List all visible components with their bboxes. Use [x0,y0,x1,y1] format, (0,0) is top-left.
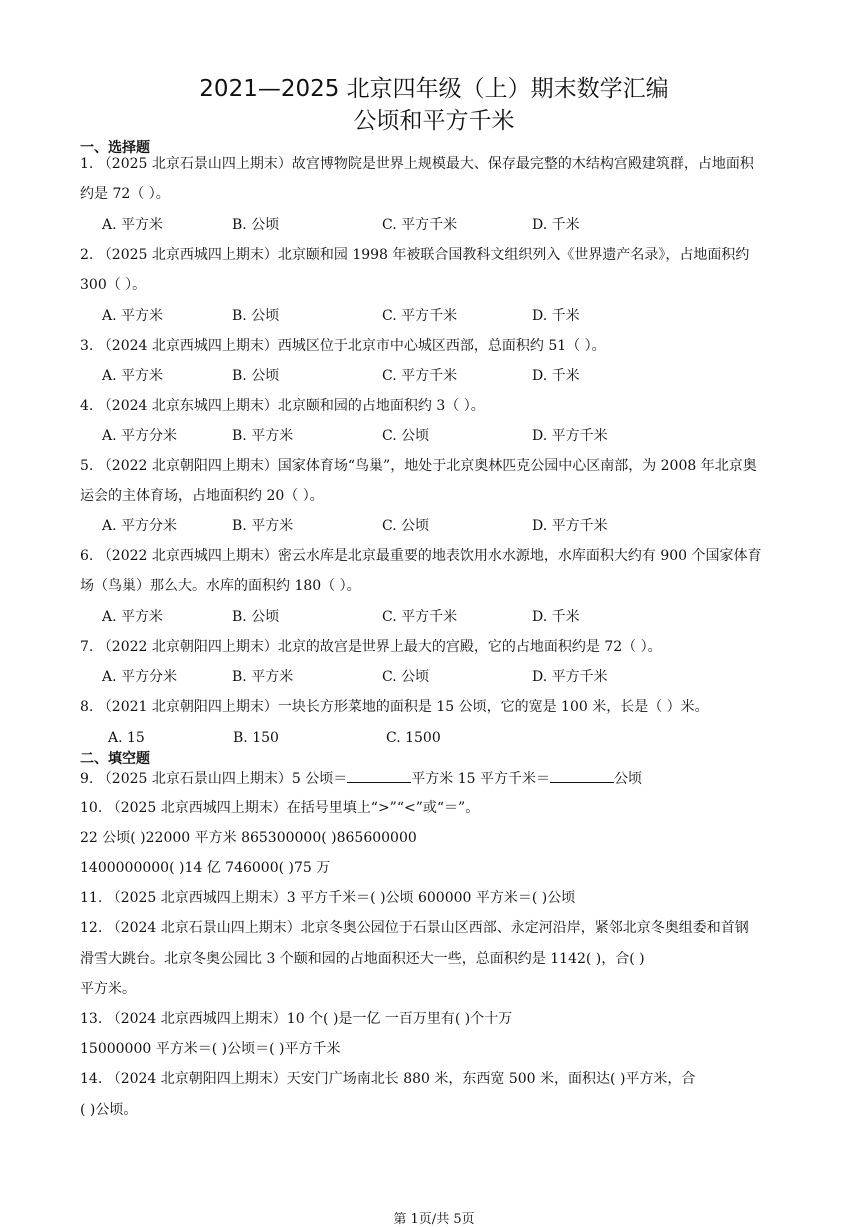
question-4-text: 4. （2024 北京东城四上期末）北京颐和园的占地面积约 3（ ）。 [80,398,485,414]
q7-option-c: C. 公顷 [382,669,430,685]
q4-option-c: C. 公顷 [382,428,430,444]
question-10-line-3: 1400000000( )14 亿 746000( )75 万 [80,860,331,876]
question-7-text: 7. （2022 北京朝阳四上期末）北京的故宫是世界上最大的宫殿，它的占地面积约是 72（ ）。 [80,639,662,655]
question-14-line-2: ( )公顷。 [80,1102,138,1118]
q2-option-a: A. 平方米 [102,308,164,324]
question-10-line-2: 22 公顷( )22000 平方米 865300000( )865600000 [80,830,417,846]
question-12-line-2: 滑雪大跳台。北京冬奥公园比 3 个颐和园的占地面积还大一些，总面积约是 1142( )，合( ) [80,951,645,967]
document-title: 2021—2025 北京四年级（上）期末数学汇编 [199,76,669,102]
q1-option-b: B. 公顷 [232,217,280,233]
q5-option-c: C. 公顷 [382,518,430,534]
q3-option-a: A. 平方米 [102,368,164,384]
q9-suffix: 公顷 [613,771,642,787]
question-1-text-cont: 约是 72（ ）。 [80,186,170,202]
section-heading-multiple-choice: 一、选择题 [80,140,150,156]
question-14-text: 14. （2024 北京朝阳四上期末）天安门广场南北长 880 米，东西宽 500 米，面积达( )平方米，合 [80,1071,696,1087]
q5-option-a: A. 平方分米 [102,518,178,534]
q3-option-b: B. 公顷 [232,368,280,384]
q9-blank-1 [347,768,411,783]
q7-option-b: B. 平方米 [232,669,294,685]
q2-option-b: B. 公顷 [232,308,280,324]
question-13-line-2: 15000000 平方米＝( )公顷＝( )平方千米 [80,1041,341,1057]
q6-option-c: C. 平方千米 [382,609,458,625]
question-2-text-cont: 300（ ）。 [80,277,147,293]
q6-option-a: A. 平方米 [102,609,164,625]
q5-option-b: B. 平方米 [232,518,294,534]
section-heading-fill-blank: 二、填空题 [80,751,150,767]
q4-option-a: A. 平方分米 [102,428,178,444]
q8-option-a: A. 15 [108,730,145,746]
question-6-text-cont: 场（鸟巢）那么大。水库的面积约 180（ ）。 [80,578,361,594]
q1-option-a: A. 平方米 [102,217,164,233]
q8-option-b: B. 150 [233,730,279,746]
q9-prefix: 9. （2025 北京石景山四上期末）5 公顷＝ [80,771,348,787]
question-12-line-3: 平方米。 [80,981,136,997]
question-10-text: 10. （2025 北京西城四上期末）在括号里填上“>”“<”或“＝”。 [80,800,480,816]
q1-option-d: D. 千米 [532,217,580,233]
question-12-text: 12. （2024 北京石景山四上期末）北京冬奥公园位于石景山区西部、永定河沿岸，紧邻北京冬奥组委和首钢 [80,920,749,936]
q7-option-d: D. 平方千米 [532,669,608,685]
q6-option-d: D. 千米 [532,609,580,625]
q4-option-b: B. 平方米 [232,428,294,444]
q2-option-c: C. 平方千米 [382,308,458,324]
question-1-text: 1. （2025 北京石景山四上期末）故宫博物院是世界上规模最大、保存最完整的木结构宫殿建筑群，占地面积 [80,156,754,172]
q3-option-d: D. 千米 [532,368,580,384]
q8-option-c: C. 1500 [386,730,441,746]
question-6-text: 6. （2022 北京西城四上期末）密云水库是北京最重要的地表饮用水水源地，水库面积大约有 900 个国家体育 [80,548,762,564]
question-13-text: 13. （2024 北京西城四上期末）10 个( )是一亿 一百万里有( )个十万 [80,1011,513,1027]
question-9-text [80,768,642,788]
question-5-text: 5. （2022 北京朝阳四上期末）国家体育场“鸟巢”，地处于北京奥林匹克公园中心区南部，为 2008 年北京奥 [80,458,757,474]
q6-option-b: B. 公顷 [232,609,280,625]
question-3-text: 3. （2024 北京西城四上期末）西城区位于北京市中心城区西部，总面积约 51（ ）。 [80,338,606,354]
q9-blank-2 [550,768,614,783]
q2-option-d: D. 千米 [532,308,580,324]
document-subtitle: 公顷和平方千米 [353,108,515,134]
q9-mid: 平方米 15 平方千米＝ [411,771,550,787]
question-2-text: 2. （2025 北京西城四上期末）北京颐和园 1998 年被联合国教科文组织列入《世界遗产名录》，占地面积约 [80,247,750,263]
q5-option-d: D. 平方千米 [532,518,608,534]
page-number: 第 1页/共 5页 [393,1212,475,1227]
question-8-text: 8. （2021 北京朝阳四上期末）一块长方形菜地的面积是 15 公顷，它的宽是 100 米，长是（ ）米。 [80,699,709,715]
question-11-text: 11. （2025 北京西城四上期末）3 平方千米＝( )公顷 600000 平方米＝( )公顷 [80,890,576,906]
q3-option-c: C. 平方千米 [382,368,458,384]
q1-option-c: C. 平方千米 [382,217,458,233]
q4-option-d: D. 平方千米 [532,428,608,444]
q7-option-a: A. 平方分米 [102,669,178,685]
question-5-text-cont: 运会的主体育场，占地面积约 20（ ）。 [80,488,324,504]
